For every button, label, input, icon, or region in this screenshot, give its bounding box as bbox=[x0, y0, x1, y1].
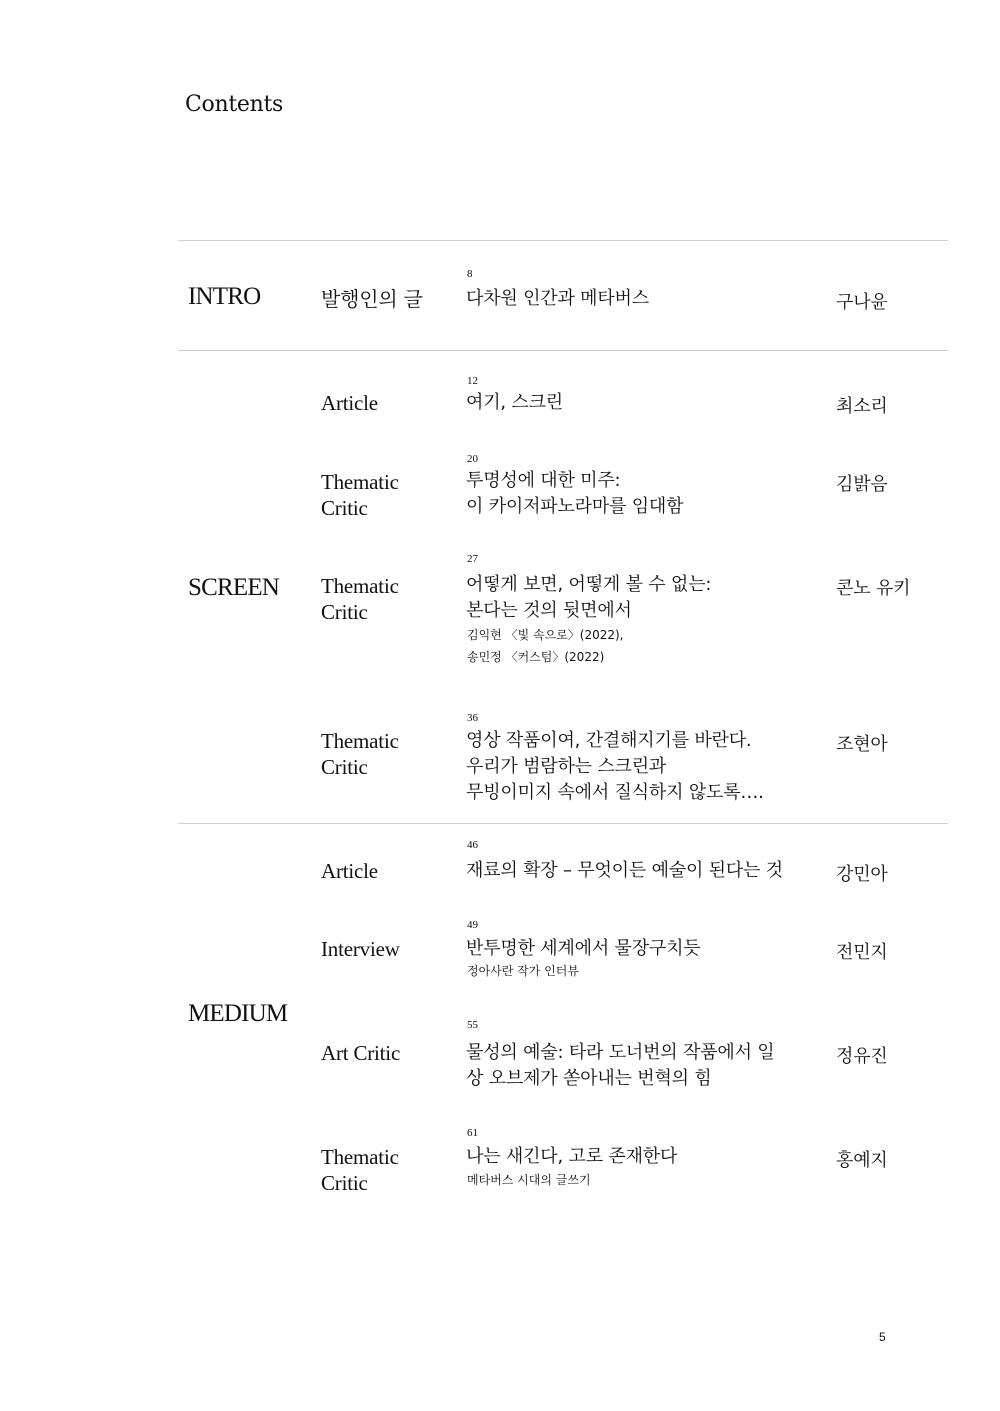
entry-author: 강민아 bbox=[836, 864, 888, 885]
entry-subtitle: 김익현 〈빛 속으로〉(2022), 송민정 〈커스텀〉(2022) bbox=[467, 628, 624, 664]
entry-kind: Art Critic bbox=[321, 1041, 401, 1065]
page-number: 5 bbox=[879, 1330, 886, 1344]
entry-kind: Thematic Critic bbox=[321, 729, 399, 779]
entry-page: 20 bbox=[467, 453, 478, 465]
entry-kind: Thematic Critic bbox=[321, 1145, 399, 1195]
entry-title[interactable]: 여기, 스크린 bbox=[466, 392, 563, 413]
entry-kind: Article bbox=[321, 391, 378, 415]
entry-kind: Thematic Critic bbox=[321, 470, 399, 520]
entry-page: 27 bbox=[467, 553, 478, 565]
entry-title[interactable]: 다차원 인간과 메타버스 bbox=[466, 288, 649, 309]
entry-title[interactable]: 반투명한 세계에서 물장구치듯 bbox=[466, 938, 701, 959]
entry-page: 61 bbox=[467, 1127, 478, 1139]
entry-title[interactable]: 영상 작품이여, 간결해지기를 바란다. 우리가 범람하는 스크린과 무빙이미지 속에서 질식하지 않도록…. bbox=[466, 730, 764, 803]
entry-kind: Interview bbox=[321, 937, 400, 961]
divider bbox=[178, 240, 948, 241]
entry-author: 전민지 bbox=[836, 942, 888, 963]
entry-author: 홍예지 bbox=[836, 1150, 888, 1171]
page-header: Contents bbox=[185, 92, 284, 117]
entry-page: 8 bbox=[467, 268, 473, 280]
entry-author: 최소리 bbox=[836, 396, 888, 417]
section-label-intro: INTRO bbox=[188, 283, 261, 310]
entry-title[interactable]: 나는 새긴다, 고로 존재한다 bbox=[466, 1146, 678, 1167]
entry-title[interactable]: 투명성에 대한 미주: 이 카이저파노라마를 임대함 bbox=[466, 470, 684, 517]
entry-page: 12 bbox=[467, 375, 478, 387]
entry-title[interactable]: 어떻게 보면, 어떻게 볼 수 없는: 본다는 것의 뒷면에서 bbox=[466, 574, 712, 621]
entry-author: 구나윤 bbox=[836, 292, 888, 313]
entry-page: 46 bbox=[467, 839, 478, 851]
entry-kind: Article bbox=[321, 859, 378, 883]
entry-kind: Thematic Critic bbox=[321, 574, 399, 624]
divider bbox=[178, 350, 948, 351]
entry-page: 49 bbox=[467, 919, 478, 931]
entry-author: 조현아 bbox=[836, 734, 888, 755]
entry-title[interactable]: 재료의 확장 – 무엇이든 예술이 된다는 것 bbox=[466, 860, 783, 881]
entry-author: 콘노 유키 bbox=[836, 578, 911, 599]
entry-title[interactable]: 물성의 예술: 타라 도너번의 작품에서 일 상 오브제가 쏟아내는 번혁의 힘 bbox=[466, 1042, 775, 1089]
entry-subtitle: 정아사란 작가 인터뷰 bbox=[467, 964, 579, 978]
entry-kind: 발행인의 글 bbox=[321, 287, 423, 311]
entry-page: 55 bbox=[467, 1019, 478, 1031]
entry-page: 36 bbox=[467, 712, 478, 724]
section-label-medium: MEDIUM bbox=[188, 1000, 288, 1027]
entry-author: 정유진 bbox=[836, 1046, 888, 1067]
section-label-screen: SCREEN bbox=[188, 574, 280, 601]
divider bbox=[178, 823, 948, 824]
entry-subtitle: 메타버스 시대의 글쓰기 bbox=[467, 1173, 591, 1187]
entry-author: 김밝음 bbox=[836, 474, 888, 495]
